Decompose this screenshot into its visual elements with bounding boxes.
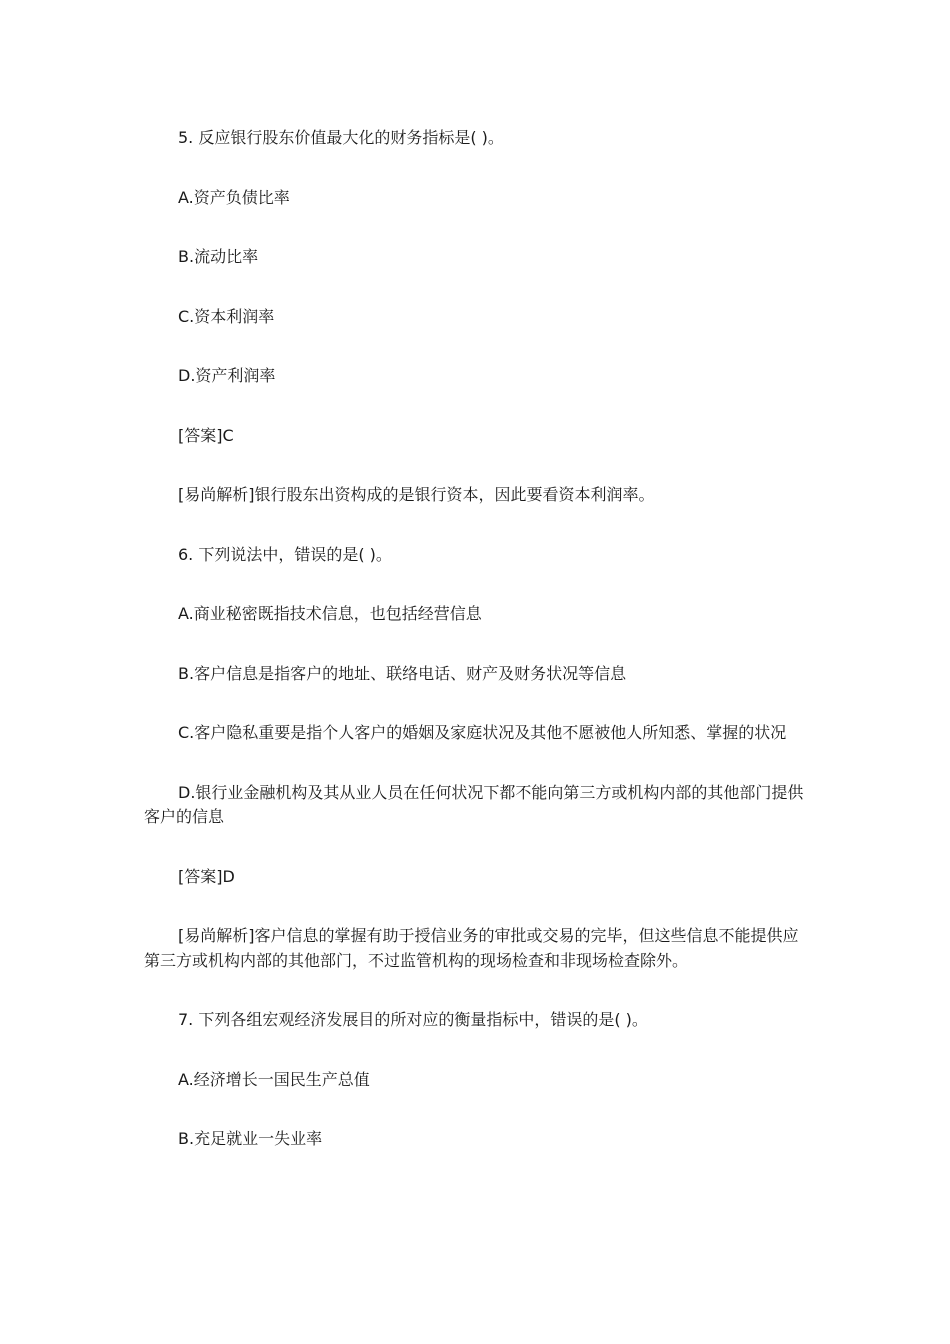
question-6-explanation: [易尚解析]客户信息的掌握有助于授信业务的审批或交易的完毕，但这些信息不能提供应第三方或机构内部的其他部门，不过监管机构的现场检查和非现场检查除外。 (144, 926, 799, 970)
question-6-stem: 6. 下列说法中，错误的是( )。 (178, 544, 392, 564)
question-6-answer: [答案]D (178, 866, 235, 886)
question-7-stem: 7. 下列各组宏观经济发展目的所对应的衡量指标中，错误的是( )。 (178, 1010, 648, 1029)
question-5-stem: 5. 反应银行股东价值最大化的财务指标是( )。 (178, 128, 504, 147)
question-6-option-a: A.商业秘密既指技术信息，也包括经营信息 (178, 604, 482, 623)
question-7-option-b: B.充足就业一失业率 (178, 1129, 323, 1148)
document-body (144, 126, 808, 1152)
question-6-option-d: D.银行业金融机构及其从业人员在任何状况下都不能向第三方或机构内部的其他部门提供客户的信息 (144, 782, 804, 826)
question-5-explanation: [易尚解析]银行股东出资构成的是银行资本，因此要看资本利润率。 (178, 485, 655, 504)
question-5-option-a: A.资产负债比率 (178, 187, 290, 207)
question-5-option-d: D.资产利润率 (178, 366, 276, 385)
question-5-option-b: B.流动比率 (178, 247, 259, 266)
question-7-option-a: A.经济增长一国民生产总值 (178, 1069, 370, 1089)
question-5-answer: [答案]C (178, 425, 234, 445)
question-5-option-c: C.资本利润率 (178, 306, 275, 326)
question-6-option-c: C.客户隐私重要是指个人客户的婚姻及家庭状况及其他不愿被他人所知悉、掌握的状况 (178, 723, 787, 742)
question-6-option-b: B.客户信息是指客户的地址、联络电话、财产及财务状况等信息 (178, 663, 627, 683)
